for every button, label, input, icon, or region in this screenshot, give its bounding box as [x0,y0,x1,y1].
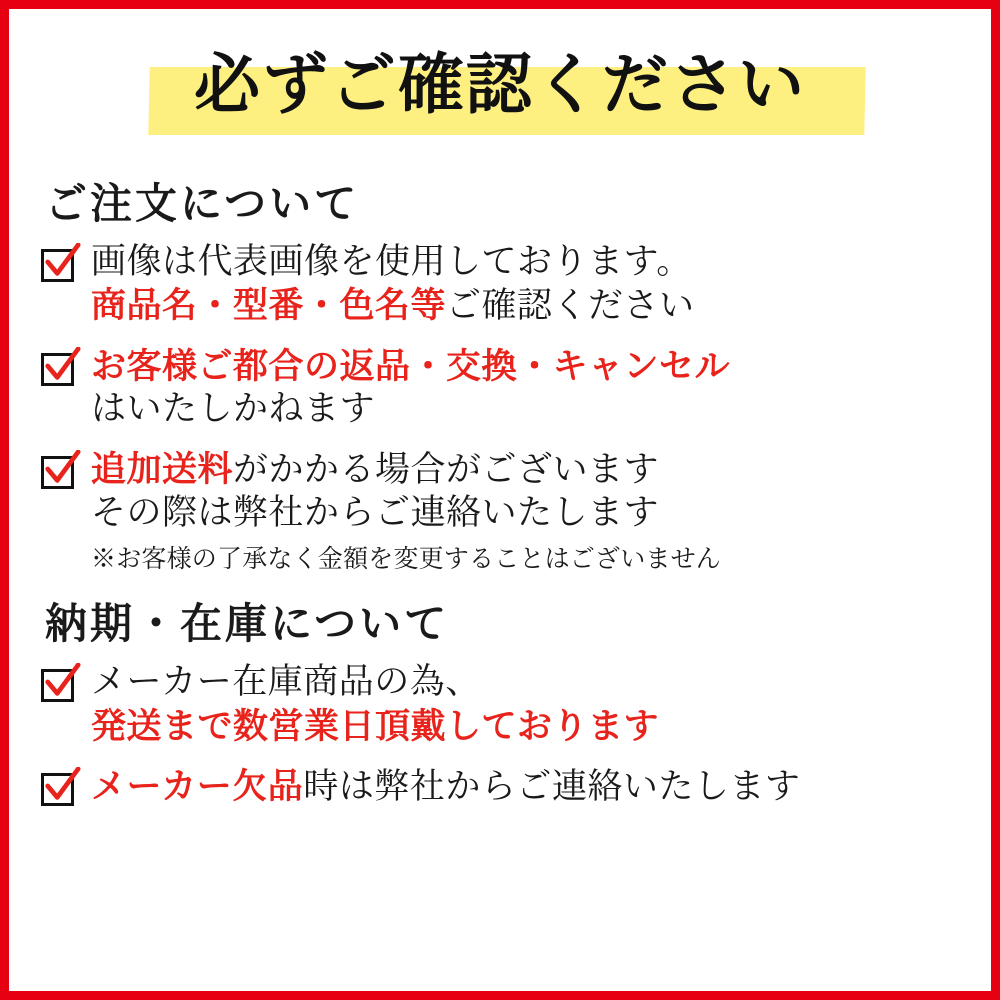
item-note: ※お客様の了承なく金額を変更することはございません [91,544,722,574]
text-run: ご確認ください [446,286,695,327]
text-run: その際は弊社からご連絡いたします [91,492,660,533]
checkbox-checked-icon [41,245,81,285]
checkbox-checked-icon [41,349,81,389]
text-line [91,388,967,431]
section-orders [9,171,991,575]
list-item [39,661,967,749]
list-item [39,345,967,432]
text-line [91,284,967,328]
section-title: ご注文について [45,179,360,228]
text-run-emphasis: 発送まで数営業日頂戴しております [91,705,660,747]
text-run: 画像は代表画像を使用しております。 [91,242,692,282]
notice-page [9,9,991,991]
item-text [91,765,967,809]
text-line [91,705,967,749]
text-run-emphasis: 商品名・型番・色名等 [91,285,447,327]
text-run-emphasis: お客様ご都合の返品・交換・キャンセル [91,345,731,387]
border-left [0,0,9,1000]
page-title: 必ずご確認ください [194,45,806,123]
text-run: 時は弊社からご連絡いたします [303,767,801,808]
section-delivery-stock [9,591,991,809]
list-item [39,765,967,809]
text-run: メーカー在庫商品の為、 [91,662,481,703]
border-top [0,0,1000,9]
item-text [91,448,967,576]
item-text [91,661,967,749]
text-run-emphasis: メーカー欠品 [91,766,304,808]
checkbox-checked-icon [41,665,81,705]
checkbox-checked-icon [41,769,81,809]
text-line [91,492,967,535]
text-line [91,241,967,284]
text-run: はいたしかねます [91,389,376,430]
headline-area [9,37,991,157]
border-right [991,0,1000,1000]
text-run-emphasis: 追加送料 [91,448,234,490]
list-item [39,448,967,576]
text-line [91,448,967,492]
text-line [91,345,967,388]
item-text [91,345,967,432]
checkbox-checked-icon [41,452,81,492]
text-line [91,661,967,704]
text-run: がかかる場合がございます [233,449,660,490]
list-item [39,241,967,329]
section-title: 納期・在庫について [45,599,450,649]
item-text [91,241,967,329]
text-line [91,765,967,809]
border-bottom [0,991,1000,1000]
